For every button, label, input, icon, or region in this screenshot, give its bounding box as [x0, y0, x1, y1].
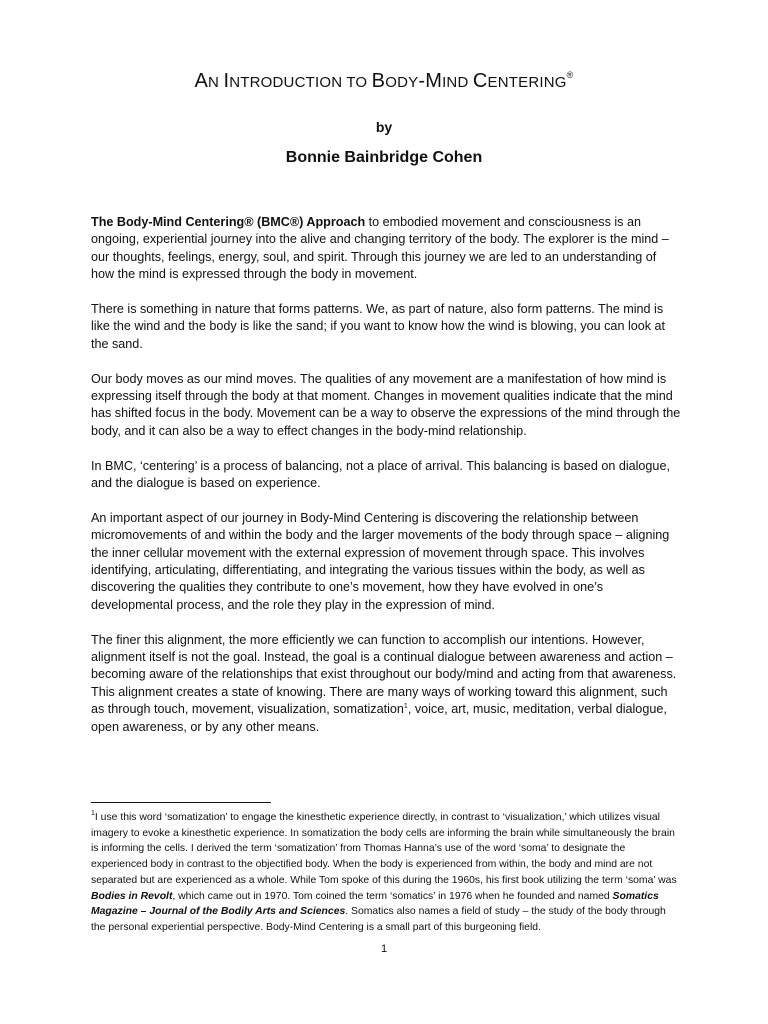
body-text — [91, 214, 681, 754]
book-title: Bodies in Revolt — [91, 890, 173, 902]
footnote-divider — [91, 802, 271, 803]
footnote: $^1$I use this word ‘somatization’ to engage the kinesthetic experience directly, in contrast to ‘visualization,’ which utilizes visual imagery to evoke a kinesthetic experience. In somatization the body cells are informing the brain while simultaneously the brain is informing the cells. I derived the term ‘somatization’ from Thomas Hanna’s use of the word ‘soma’ to designate the experienced body in contrast to the objectified body. When the body is experienced from within, the body and mind are not separated but are experienced as a whole. While Tom spoke of this during the 1960s, his first book utilizing the term ‘soma’ was Bodies in Revolt, which came out in 1970. Tom coined the term ‘somatics’ in 1976 when he founded and named Somatics Magazine – Journal of the Bodily Arts and Sciences. Somatics also names a field of study – the study of the body through the personal experiential perspective. Body-Mind Centering is a small part of this burgeoning field. — [91, 810, 677, 933]
document-title: AN INTRODUCTION TO BODY-MIND CENTERING® — [194, 70, 574, 92]
page-number: 1 — [380, 943, 388, 955]
paragraph-3: Our body moves as our mind moves. The qualities of any movement are a manifestation of how mind is expressing itself through the body at that moment. Changes in movement qualities indicate that the mind has shifted focus in the body. Movement can be a way to observe the expressions of the mind through the body, and it can also be a way to effect changes in the body-mind relationship. — [91, 371, 681, 438]
paragraph-1: The Body-Mind Centering® (BMC®) Approach to embodied movement and consciousness is an ongoing, experiential journey into the alive and changing territory of the body. The explorer is the mind – our thoughts, feelings, energy, soul, and spirit. Through this journey we are led to an understanding of how the mind is expressed through the body in movement. — [91, 215, 669, 282]
author-name: Bonnie Bainbridge Cohen — [285, 149, 483, 166]
paragraph-4: In BMC, ‘centering’ is a process of balancing, not a place of arrival. This balancing is based on dialogue, and the dialogue is based on experience. — [91, 458, 670, 491]
paragraph-1-lead: The Body-Mind Centering® (BMC®) Approach — [91, 215, 366, 229]
registered-mark: ® — [566, 70, 574, 80]
byline: by — [375, 119, 393, 135]
footnote-reference[interactable]: 1 — [403, 703, 408, 711]
paragraph-5: An important aspect of our journey in Body-Mind Centering is discovering the relationship between micromovements of and within the body and the larger movements of the body through space – aligning the inner cellular movement with the external expression of movement through space. This involves identifying, articulating, differentiating, and integrating the various tissues within the body, as well as discovering the qualities they contribute to one’s movement, how they have evolved in one’s developmental process, and the role they play in the expression of mind. — [91, 510, 670, 612]
footnote-number: 1 — [91, 810, 95, 817]
paragraph-2: There is something in nature that forms patterns. We, as part of nature, also form patterns. The mind is like the wind and the body is like the sand; if you want to know how the wind is blowing, you can look at the sand. — [91, 302, 666, 351]
paragraph-6: The finer this alignment, the more efficiently we can function to accomplish our intentions. However, alignment itself is not the goal. Instead, the goal is a continual dialogue between awareness and action – becoming aware of the relationships that exist throughout our body/mind and acting from that awareness. This alignment creates a state of knowing. There are many ways of working toward this alignment, such as through touch, movement, visualization, somatization$^1$, voice, art, music, meditation, verbal dialogue, open awareness, or by any other means. — [91, 632, 677, 734]
magazine-title: Somatics Magazine – Journal of the Bodily Arts and Sciences — [91, 890, 659, 918]
